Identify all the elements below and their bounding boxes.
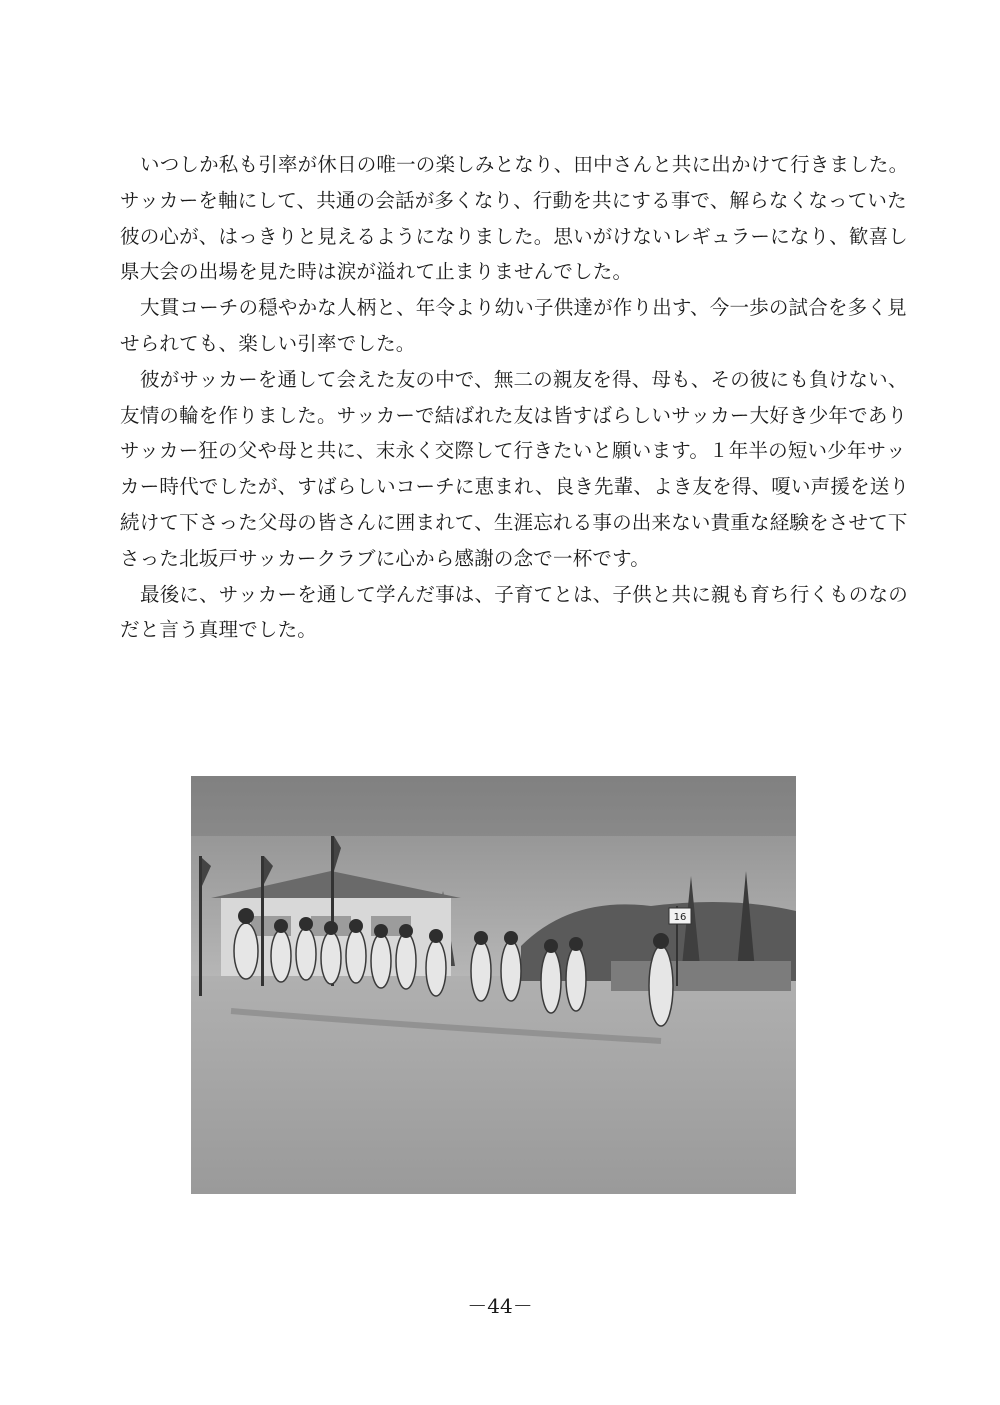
paragraph-line: カー時代でしたが、すばらしいコーチに恵まれ、良き先輩、よき友を得、嗄い声援を送り: [120, 475, 910, 499]
paragraph-line: 彼がサッカーを通して会えた友の中で、無二の親友を得、母も、その彼にも負けない、: [140, 367, 908, 391]
body-text: [120, 147, 910, 648]
paragraph-line: 最後に、サッカーを通して学んだ事は、子育てとは、子供と共に親も育ち行くものなの: [140, 582, 908, 606]
paragraph-line: いつしか私も引率が休日の唯一の楽しみとなり、田中さんと共に出かけて行きました。: [140, 153, 909, 176]
photo-ground: [191, 976, 796, 1194]
paragraph-line: さった北坂戸サッカークラブに心から感謝の念で一杯です。: [120, 546, 650, 570]
paragraph-line: サッカーを軸にして、共通の会話が多くなり、行動を共にする事で、解らなくなっていた: [120, 188, 907, 212]
paragraph-line: だと言う真理でした。: [120, 618, 318, 642]
paragraph-line: 続けて下さった父母の皆さんに囲まれて、生涯忘れる事の出来ない貴重な経験をさせて下: [120, 510, 908, 534]
paragraph-line: 友情の輪を作りました。サッカーで結ばれた友は皆すばらしいサッカー大好き少年であり: [120, 403, 908, 427]
paragraph-line: せられても、楽しい引率でした。: [120, 331, 416, 355]
paragraph-line: 県大会の出場を見た時は涙が溢れて止まりませんでした。: [120, 260, 633, 284]
paragraph-line: 彼の心が、はっきりと見えるようになりました。思いがけないレギュラーになり、歓喜し: [120, 224, 909, 248]
page-number: －44－: [467, 1294, 533, 1318]
photo-crowd: [611, 961, 791, 991]
parade-photo: [191, 776, 796, 1194]
paragraph-line: サッカー狂の父や母と共に、末永く交際して行きたいと願います。１年半の短い少年サッ: [120, 439, 906, 463]
paragraph-line: 大貫コーチの穏やかな人柄と、年令より幼い子供達が作り出す、今一歩の試合を多く見: [140, 296, 907, 320]
team-sign-text: 16: [673, 912, 687, 923]
